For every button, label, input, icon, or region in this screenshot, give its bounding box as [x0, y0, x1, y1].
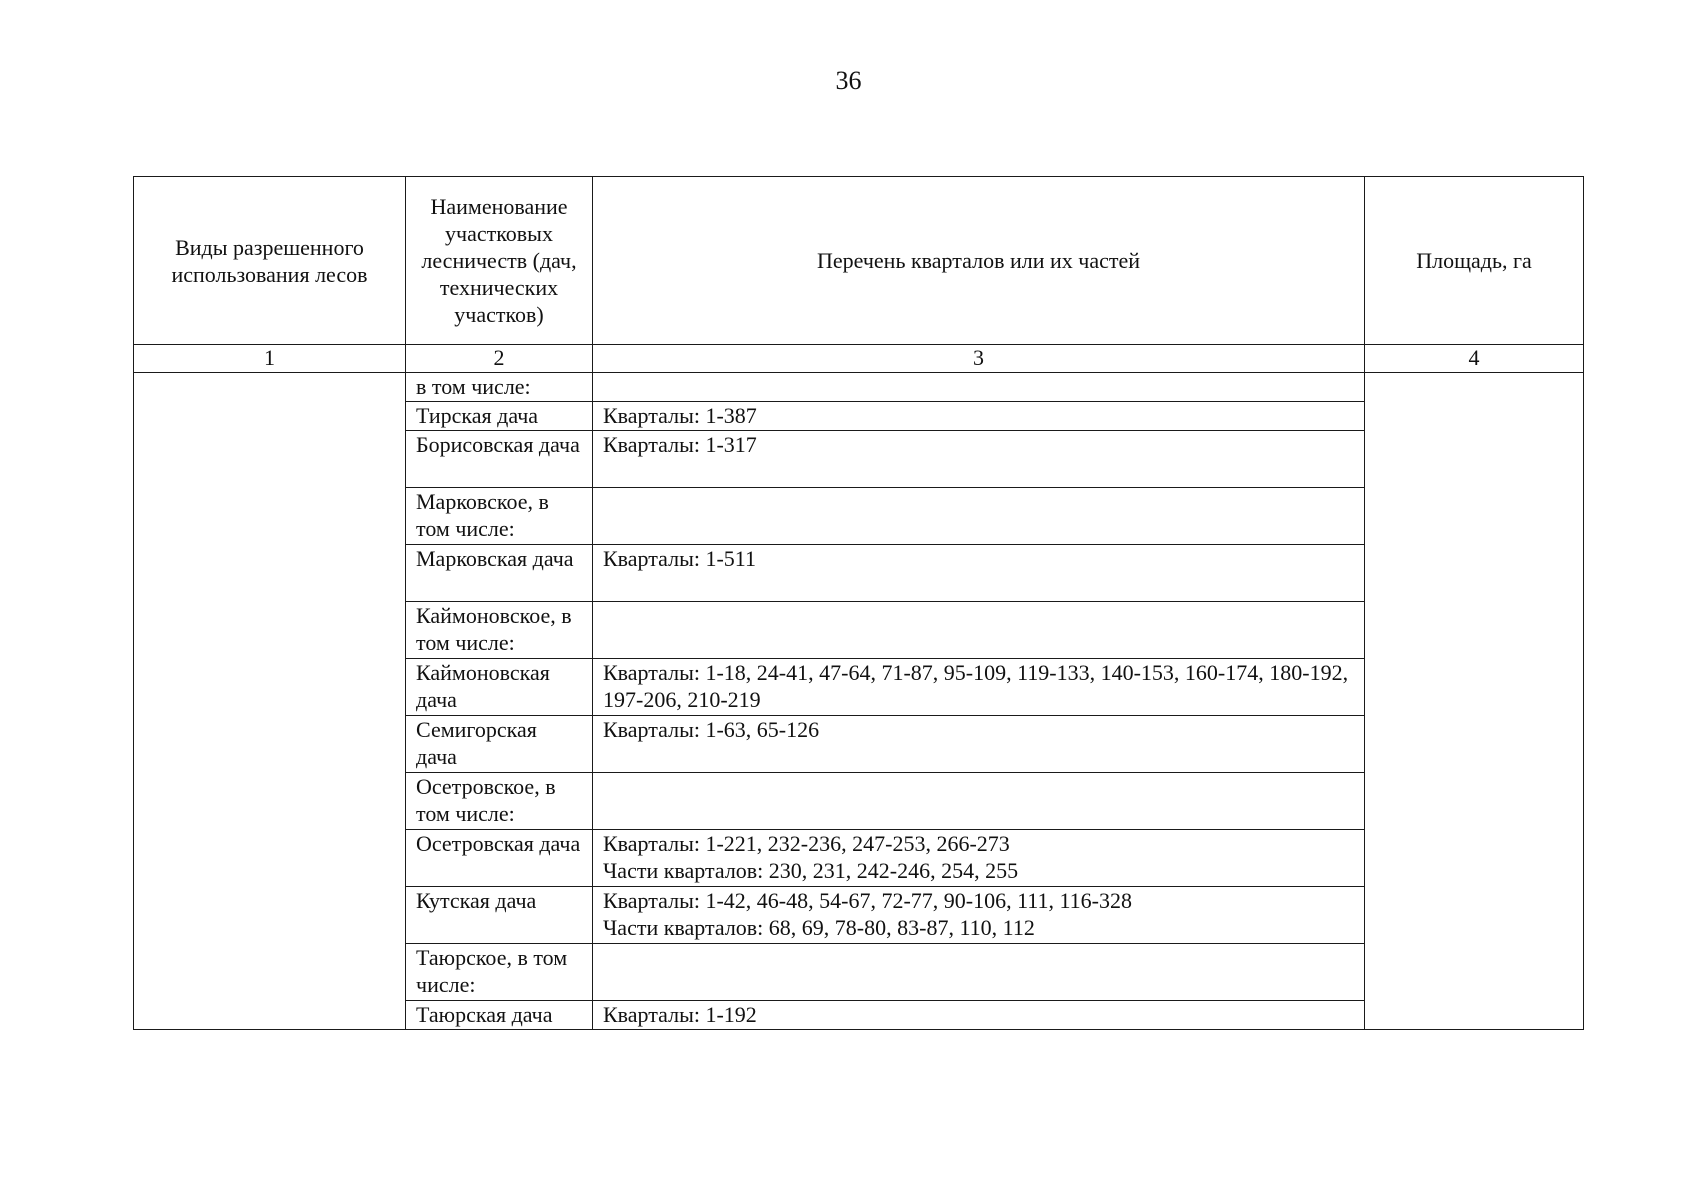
- forestry-name-cell: в том числе:: [406, 373, 593, 402]
- quarters-cell: Кварталы: 1-63, 65-126: [593, 716, 1365, 773]
- quarters-cell: [593, 830, 1365, 887]
- forestry-name-cell: Марковская дача: [406, 545, 593, 602]
- page-number: 36: [835, 66, 862, 95]
- quarter-parts-line: Части кварталов: 230, 231, 242-246, 254, 255: [603, 858, 1019, 883]
- column-number-3: 3: [593, 345, 1365, 373]
- quarters-cell: [593, 602, 1365, 659]
- forestry-name-cell: Осетровская дача: [406, 830, 593, 887]
- forestry-name-cell: Осетровское, в том числе:: [406, 773, 593, 830]
- forestry-name-cell: Борисовская дача: [406, 431, 593, 488]
- quarters-cell: Кварталы: 1-387: [593, 402, 1365, 431]
- table-header-row: [134, 177, 1584, 345]
- forest-usage-table: [133, 176, 1584, 1030]
- header-area: Площадь, га: [1365, 177, 1584, 345]
- quarters-cell: [593, 373, 1365, 402]
- usage-type-cell: [134, 373, 406, 1030]
- forestry-name-cell: Таюрская дача: [406, 1001, 593, 1030]
- quarters-cell: [593, 887, 1365, 944]
- forestry-name-cell: Каймоновское, в том числе:: [406, 602, 593, 659]
- header-usage-types: Виды разрешенного использования лесов: [134, 177, 406, 345]
- header-forestry-name: Наименование участковых лесничеств (дач, технических участков): [406, 177, 593, 345]
- forestry-name-cell: Марковское, в том числе:: [406, 488, 593, 545]
- quarters-cell: Кварталы: 1-192: [593, 1001, 1365, 1030]
- column-number-1: 1: [134, 345, 406, 373]
- quarters-cell: Кварталы: 1-18, 24-41, 47-64, 71-87, 95-109, 119-133, 140-153, 160-174, 180-192, 197-206, 210-219: [593, 659, 1365, 716]
- column-number-4: 4: [1365, 345, 1584, 373]
- quarters-cell: [593, 488, 1365, 545]
- quarters-line: Кварталы: 1-221, 232-236, 247-253, 266-273: [603, 831, 1010, 856]
- forestry-name-cell: Каймоновская дача: [406, 659, 593, 716]
- table-row: [134, 373, 1584, 402]
- quarters-cell: Кварталы: 1-317: [593, 431, 1365, 488]
- quarters-cell: [593, 773, 1365, 830]
- column-number-row: [134, 345, 1584, 373]
- quarters-line: Кварталы: 1-42, 46-48, 54-67, 72-77, 90-106, 111, 116-328: [603, 888, 1132, 913]
- column-number-2: 2: [406, 345, 593, 373]
- forestry-name-cell: Семигорская дача: [406, 716, 593, 773]
- area-cell: [1365, 373, 1584, 1030]
- forestry-name-cell: Таюрское, в том числе:: [406, 944, 593, 1001]
- quarters-cell: [593, 944, 1365, 1001]
- header-quarters-list: Перечень кварталов или их частей: [593, 177, 1365, 345]
- quarters-cell: Кварталы: 1-511: [593, 545, 1365, 602]
- forestry-name-cell: Кутская дача: [406, 887, 593, 944]
- quarter-parts-line: Части кварталов: 68, 69, 78-80, 83-87, 110, 112: [603, 915, 1035, 940]
- forestry-name-cell: Тирская дача: [406, 402, 593, 431]
